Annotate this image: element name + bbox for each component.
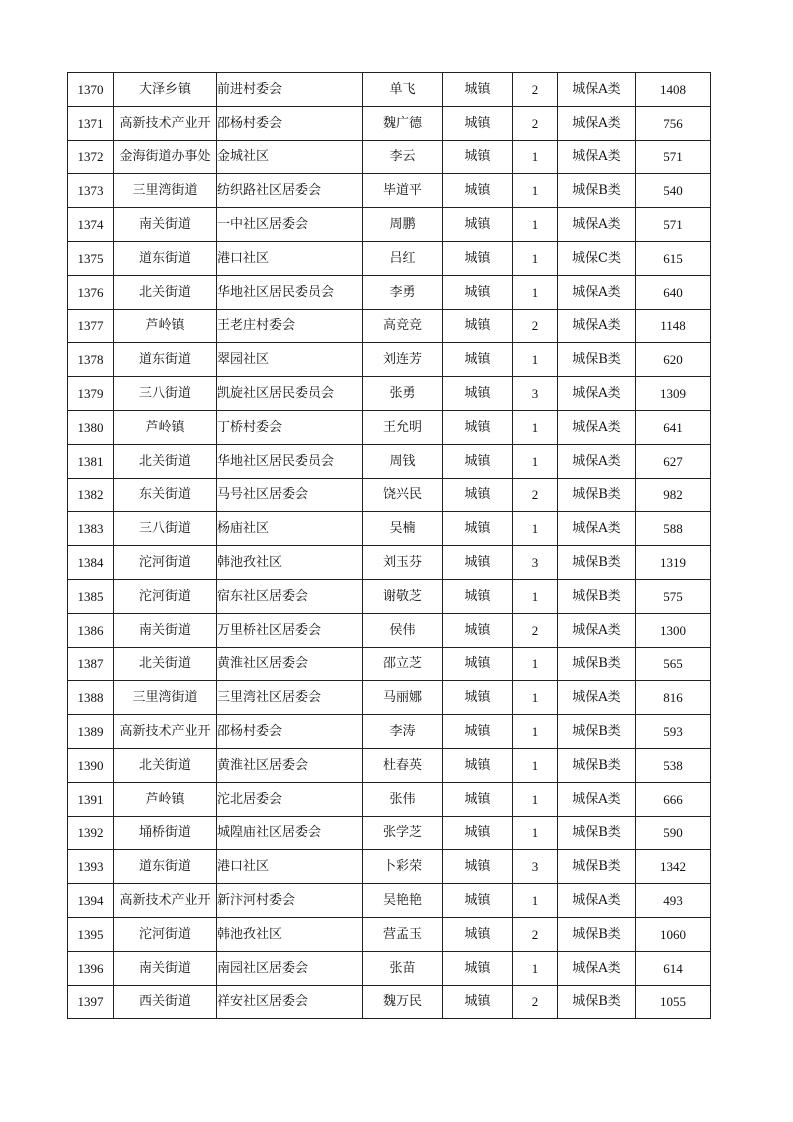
- amount-cell: 982: [636, 478, 711, 512]
- name-cell: 王允明: [363, 410, 443, 444]
- name-cell: 周钱: [363, 444, 443, 478]
- community-cell: 南园社区居委会: [217, 951, 363, 985]
- household-type-cell: 城镇: [443, 174, 513, 208]
- amount-cell: 641: [636, 410, 711, 444]
- town-cell: 三八街道: [114, 377, 217, 411]
- name-cell: 杜春英: [363, 748, 443, 782]
- category-cell: 城保A类: [558, 140, 636, 174]
- member-count-cell: 1: [513, 748, 558, 782]
- category-cell: 城保B类: [558, 917, 636, 951]
- amount-cell: 575: [636, 579, 711, 613]
- household-type-cell: 城镇: [443, 748, 513, 782]
- name-cell: 吴艳艳: [363, 884, 443, 918]
- amount-cell: 640: [636, 275, 711, 309]
- household-type-cell: 城镇: [443, 377, 513, 411]
- member-count-cell: 2: [513, 106, 558, 140]
- category-cell: 城保A类: [558, 275, 636, 309]
- name-cell: 张学芝: [363, 816, 443, 850]
- community-cell: 万里桥社区居委会: [217, 613, 363, 647]
- table-row: [68, 884, 711, 918]
- community-cell: 纺织路社区居委会: [217, 174, 363, 208]
- name-cell: 张伟: [363, 782, 443, 816]
- town-cell: 北关街道: [114, 748, 217, 782]
- community-cell: 王老庄村委会: [217, 309, 363, 343]
- row-number: 1379: [68, 377, 114, 411]
- name-cell: 张苗: [363, 951, 443, 985]
- amount-cell: 493: [636, 884, 711, 918]
- member-count-cell: 1: [513, 275, 558, 309]
- row-number: 1372: [68, 140, 114, 174]
- town-cell: 三里湾街道: [114, 681, 217, 715]
- amount-cell: 816: [636, 681, 711, 715]
- member-count-cell: 1: [513, 343, 558, 377]
- category-cell: 城保A类: [558, 208, 636, 242]
- name-cell: 侯伟: [363, 613, 443, 647]
- community-cell: 马号社区居委会: [217, 478, 363, 512]
- row-number: 1373: [68, 174, 114, 208]
- community-cell: 翠园社区: [217, 343, 363, 377]
- town-cell: 南关街道: [114, 208, 217, 242]
- name-cell: 吕红: [363, 241, 443, 275]
- town-cell: 三八街道: [114, 512, 217, 546]
- member-count-cell: 2: [513, 73, 558, 107]
- name-cell: 刘玉芬: [363, 546, 443, 580]
- name-cell: 张勇: [363, 377, 443, 411]
- member-count-cell: 1: [513, 174, 558, 208]
- category-cell: 城保A类: [558, 410, 636, 444]
- category-cell: 城保A类: [558, 309, 636, 343]
- amount-cell: 614: [636, 951, 711, 985]
- table-row: [68, 478, 711, 512]
- member-count-cell: 1: [513, 444, 558, 478]
- row-number: 1385: [68, 579, 114, 613]
- member-count-cell: 1: [513, 208, 558, 242]
- category-cell: 城保A类: [558, 951, 636, 985]
- row-number: 1376: [68, 275, 114, 309]
- community-cell: 祥安社区居委会: [217, 985, 363, 1019]
- table-row: [68, 410, 711, 444]
- town-cell: 埇桥街道: [114, 816, 217, 850]
- name-cell: 周鹏: [363, 208, 443, 242]
- category-cell: 城保B类: [558, 579, 636, 613]
- row-number: 1394: [68, 884, 114, 918]
- town-cell: 道东街道: [114, 343, 217, 377]
- table-row: [68, 748, 711, 782]
- community-cell: 邵杨村委会: [217, 715, 363, 749]
- community-cell: 黄淮社区居委会: [217, 647, 363, 681]
- table-row: [68, 917, 711, 951]
- household-type-cell: 城镇: [443, 241, 513, 275]
- table-row: [68, 951, 711, 985]
- table-row: [68, 309, 711, 343]
- row-number: 1388: [68, 681, 114, 715]
- town-cell: 三里湾街道: [114, 174, 217, 208]
- household-type-cell: 城镇: [443, 140, 513, 174]
- amount-cell: 1055: [636, 985, 711, 1019]
- town-cell: 道东街道: [114, 850, 217, 884]
- household-type-cell: 城镇: [443, 816, 513, 850]
- household-type-cell: 城镇: [443, 613, 513, 647]
- member-count-cell: 2: [513, 613, 558, 647]
- category-cell: 城保A类: [558, 106, 636, 140]
- household-type-cell: 城镇: [443, 410, 513, 444]
- member-count-cell: 2: [513, 478, 558, 512]
- table-row: [68, 377, 711, 411]
- row-number: 1391: [68, 782, 114, 816]
- table-row: [68, 106, 711, 140]
- name-cell: 邵立芝: [363, 647, 443, 681]
- member-count-cell: 1: [513, 782, 558, 816]
- row-number: 1393: [68, 850, 114, 884]
- member-count-cell: 2: [513, 917, 558, 951]
- row-number: 1381: [68, 444, 114, 478]
- community-cell: 华地社区居民委员会: [217, 275, 363, 309]
- table-row: [68, 343, 711, 377]
- name-cell: 饶兴民: [363, 478, 443, 512]
- community-cell: 城隍庙社区居委会: [217, 816, 363, 850]
- household-type-cell: 城镇: [443, 579, 513, 613]
- town-cell: 金海街道办事处: [114, 140, 217, 174]
- household-type-cell: 城镇: [443, 275, 513, 309]
- household-type-cell: 城镇: [443, 478, 513, 512]
- row-number: 1384: [68, 546, 114, 580]
- name-cell: 马丽娜: [363, 681, 443, 715]
- category-cell: 城保B类: [558, 816, 636, 850]
- category-cell: 城保A类: [558, 681, 636, 715]
- community-cell: 杨庙社区: [217, 512, 363, 546]
- member-count-cell: 2: [513, 309, 558, 343]
- town-cell: 大泽乡镇: [114, 73, 217, 107]
- category-cell: 城保B类: [558, 850, 636, 884]
- amount-cell: 1408: [636, 73, 711, 107]
- amount-cell: 593: [636, 715, 711, 749]
- community-cell: 宿东社区居委会: [217, 579, 363, 613]
- member-count-cell: 2: [513, 985, 558, 1019]
- household-type-cell: 城镇: [443, 884, 513, 918]
- community-cell: 韩池孜社区: [217, 546, 363, 580]
- town-cell: 东关街道: [114, 478, 217, 512]
- table-row: [68, 613, 711, 647]
- community-cell: 港口社区: [217, 850, 363, 884]
- table-row: [68, 546, 711, 580]
- category-cell: 城保C类: [558, 241, 636, 275]
- amount-cell: 1148: [636, 309, 711, 343]
- town-cell: 西关街道: [114, 985, 217, 1019]
- name-cell: 毕道平: [363, 174, 443, 208]
- row-number: 1377: [68, 309, 114, 343]
- row-number: 1390: [68, 748, 114, 782]
- community-cell: 一中社区居委会: [217, 208, 363, 242]
- member-count-cell: 1: [513, 579, 558, 613]
- row-number: 1380: [68, 410, 114, 444]
- member-count-cell: 1: [513, 512, 558, 546]
- row-number: 1370: [68, 73, 114, 107]
- row-number: 1375: [68, 241, 114, 275]
- town-cell: 芦岭镇: [114, 410, 217, 444]
- household-type-cell: 城镇: [443, 208, 513, 242]
- town-cell: 北关街道: [114, 444, 217, 478]
- community-cell: 金城社区: [217, 140, 363, 174]
- household-type-cell: 城镇: [443, 985, 513, 1019]
- household-type-cell: 城镇: [443, 106, 513, 140]
- category-cell: 城保A类: [558, 512, 636, 546]
- amount-cell: 1319: [636, 546, 711, 580]
- household-type-cell: 城镇: [443, 715, 513, 749]
- table-row: [68, 140, 711, 174]
- name-cell: 刘连芳: [363, 343, 443, 377]
- amount-cell: 571: [636, 208, 711, 242]
- table-row: [68, 715, 711, 749]
- name-cell: 李云: [363, 140, 443, 174]
- town-cell: 北关街道: [114, 275, 217, 309]
- household-type-cell: 城镇: [443, 951, 513, 985]
- community-cell: 三里湾社区居委会: [217, 681, 363, 715]
- table-row: [68, 681, 711, 715]
- household-type-cell: 城镇: [443, 343, 513, 377]
- category-cell: 城保B类: [558, 478, 636, 512]
- table-row: [68, 241, 711, 275]
- amount-cell: 590: [636, 816, 711, 850]
- category-cell: 城保A类: [558, 884, 636, 918]
- town-cell: 高新技术产业开: [114, 106, 217, 140]
- community-cell: 黄淮社区居委会: [217, 748, 363, 782]
- member-count-cell: 1: [513, 715, 558, 749]
- row-number: 1387: [68, 647, 114, 681]
- amount-cell: 756: [636, 106, 711, 140]
- table-row: [68, 579, 711, 613]
- amount-cell: 615: [636, 241, 711, 275]
- name-cell: 李涛: [363, 715, 443, 749]
- community-cell: 韩池孜社区: [217, 917, 363, 951]
- community-cell: 沱北居委会: [217, 782, 363, 816]
- member-count-cell: 1: [513, 951, 558, 985]
- community-cell: 港口社区: [217, 241, 363, 275]
- name-cell: 吴楠: [363, 512, 443, 546]
- category-cell: 城保A类: [558, 73, 636, 107]
- name-cell: 营孟玉: [363, 917, 443, 951]
- table-row: [68, 512, 711, 546]
- community-cell: 华地社区居民委员会: [217, 444, 363, 478]
- amount-cell: 627: [636, 444, 711, 478]
- community-cell: 凯旋社区居民委员会: [217, 377, 363, 411]
- amount-cell: 540: [636, 174, 711, 208]
- name-cell: 谢敬芝: [363, 579, 443, 613]
- category-cell: 城保B类: [558, 647, 636, 681]
- amount-cell: 1300: [636, 613, 711, 647]
- town-cell: 芦岭镇: [114, 309, 217, 343]
- household-type-cell: 城镇: [443, 546, 513, 580]
- table-row: [68, 208, 711, 242]
- table-row: [68, 985, 711, 1019]
- town-cell: 道东街道: [114, 241, 217, 275]
- town-cell: 高新技术产业开: [114, 715, 217, 749]
- table-row: [68, 73, 711, 107]
- member-count-cell: 1: [513, 647, 558, 681]
- household-type-cell: 城镇: [443, 917, 513, 951]
- category-cell: 城保A类: [558, 613, 636, 647]
- member-count-cell: 1: [513, 410, 558, 444]
- amount-cell: 588: [636, 512, 711, 546]
- amount-cell: 571: [636, 140, 711, 174]
- household-type-cell: 城镇: [443, 444, 513, 478]
- amount-cell: 1309: [636, 377, 711, 411]
- category-cell: 城保B类: [558, 174, 636, 208]
- amount-cell: 538: [636, 748, 711, 782]
- community-cell: 前进村委会: [217, 73, 363, 107]
- table-row: [68, 275, 711, 309]
- member-count-cell: 1: [513, 140, 558, 174]
- name-cell: 高竞竞: [363, 309, 443, 343]
- town-cell: 沱河街道: [114, 546, 217, 580]
- table-row: [68, 647, 711, 681]
- category-cell: 城保B类: [558, 343, 636, 377]
- community-cell: 邵杨村委会: [217, 106, 363, 140]
- table-row: [68, 850, 711, 884]
- row-number: 1374: [68, 208, 114, 242]
- household-type-cell: 城镇: [443, 73, 513, 107]
- member-count-cell: 1: [513, 884, 558, 918]
- household-type-cell: 城镇: [443, 850, 513, 884]
- row-number: 1371: [68, 106, 114, 140]
- member-count-cell: 1: [513, 816, 558, 850]
- row-number: 1389: [68, 715, 114, 749]
- category-cell: 城保B类: [558, 715, 636, 749]
- category-cell: 城保A类: [558, 444, 636, 478]
- row-number: 1397: [68, 985, 114, 1019]
- amount-cell: 565: [636, 647, 711, 681]
- row-number: 1386: [68, 613, 114, 647]
- name-cell: 单飞: [363, 73, 443, 107]
- table-row: [68, 174, 711, 208]
- name-cell: 魏万民: [363, 985, 443, 1019]
- household-type-cell: 城镇: [443, 309, 513, 343]
- amount-cell: 1060: [636, 917, 711, 951]
- table-body: [68, 73, 711, 1019]
- category-cell: 城保A类: [558, 782, 636, 816]
- town-cell: 南关街道: [114, 951, 217, 985]
- row-number: 1392: [68, 816, 114, 850]
- row-number: 1378: [68, 343, 114, 377]
- table-row: [68, 444, 711, 478]
- amount-cell: 1342: [636, 850, 711, 884]
- name-cell: 卜彩荣: [363, 850, 443, 884]
- amount-cell: 620: [636, 343, 711, 377]
- town-cell: 沱河街道: [114, 579, 217, 613]
- town-cell: 沱河街道: [114, 917, 217, 951]
- category-cell: 城保B类: [558, 985, 636, 1019]
- member-count-cell: 3: [513, 377, 558, 411]
- row-number: 1383: [68, 512, 114, 546]
- town-cell: 南关街道: [114, 613, 217, 647]
- table-row: [68, 782, 711, 816]
- member-count-cell: 3: [513, 850, 558, 884]
- row-number: 1396: [68, 951, 114, 985]
- town-cell: 北关街道: [114, 647, 217, 681]
- name-cell: 魏广德: [363, 106, 443, 140]
- row-number: 1395: [68, 917, 114, 951]
- name-cell: 李勇: [363, 275, 443, 309]
- category-cell: 城保B类: [558, 546, 636, 580]
- town-cell: 芦岭镇: [114, 782, 217, 816]
- member-count-cell: 1: [513, 241, 558, 275]
- town-cell: 高新技术产业开: [114, 884, 217, 918]
- community-cell: 丁桥村委会: [217, 410, 363, 444]
- household-type-cell: 城镇: [443, 647, 513, 681]
- row-number: 1382: [68, 478, 114, 512]
- category-cell: 城保B类: [558, 748, 636, 782]
- subsidy-roster-table: [67, 72, 711, 1019]
- table-row: [68, 816, 711, 850]
- household-type-cell: 城镇: [443, 782, 513, 816]
- community-cell: 新汴河村委会: [217, 884, 363, 918]
- amount-cell: 666: [636, 782, 711, 816]
- household-type-cell: 城镇: [443, 512, 513, 546]
- household-type-cell: 城镇: [443, 681, 513, 715]
- member-count-cell: 3: [513, 546, 558, 580]
- member-count-cell: 1: [513, 681, 558, 715]
- category-cell: 城保A类: [558, 377, 636, 411]
